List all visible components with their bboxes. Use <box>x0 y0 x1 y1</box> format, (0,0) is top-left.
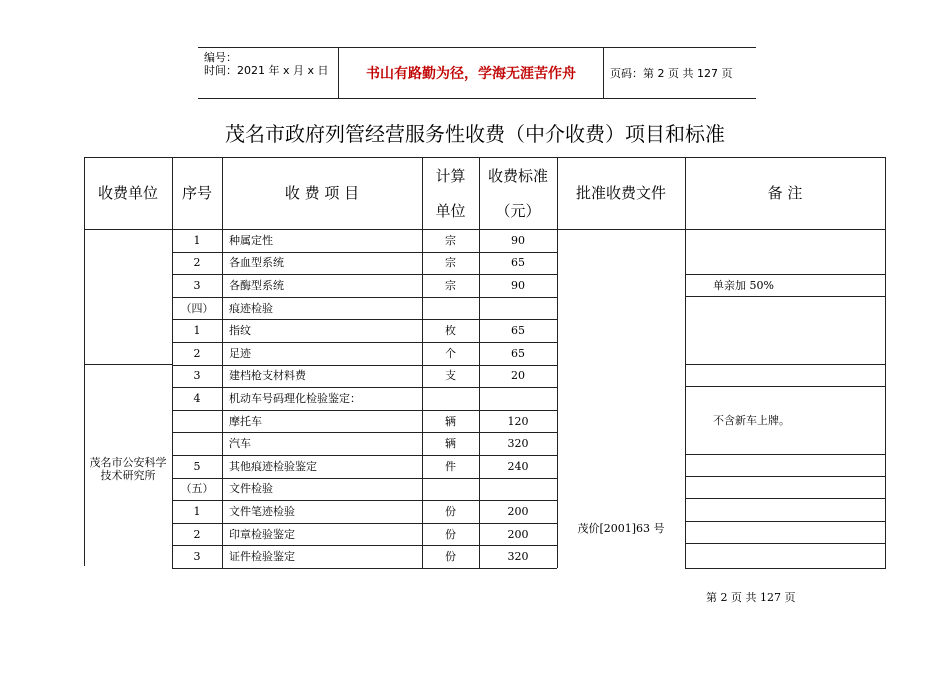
cell-seq <box>172 432 222 455</box>
page-header <box>198 47 756 99</box>
cell-item: 指纹 <box>229 324 251 338</box>
grid-line <box>422 157 423 568</box>
cell-item: 摩托车 <box>229 414 262 428</box>
approval-document-text: 茂价[2001]63 号 <box>577 522 665 535</box>
fee-unit-name <box>84 364 172 570</box>
cell-seq: 4 <box>193 391 201 405</box>
cell-measure: 宗 <box>445 256 456 270</box>
cell-standard: 65 <box>511 346 525 360</box>
cell-standard: 120 <box>507 414 529 428</box>
cell-seq: 3 <box>193 369 201 383</box>
header-page-label: 页码：第 2 页 共 127 页 <box>610 67 733 80</box>
header-motto: 书山有路勤为径，学海无涯苦作舟 <box>338 48 604 98</box>
page-footer: 第 2 页 共 127 页 <box>706 591 796 604</box>
cell-measure <box>422 387 479 410</box>
grid-line <box>685 521 886 522</box>
grid-line <box>685 476 886 477</box>
header-meta <box>198 48 338 98</box>
remark-new-car: 不含新车上牌。 <box>713 413 790 427</box>
grid-line <box>172 387 557 388</box>
cell-item: 印章检验鉴定 <box>229 527 295 541</box>
cell-standard: 200 <box>507 504 529 518</box>
cell-measure: 件 <box>445 459 456 473</box>
grid-line <box>84 229 886 230</box>
grid-line <box>172 455 557 456</box>
grid-line <box>172 545 557 546</box>
cell-seq: （四） <box>180 301 214 315</box>
cell-seq: 2 <box>193 256 201 270</box>
cell-seq: 3 <box>193 278 201 292</box>
cell-standard: 90 <box>511 233 525 247</box>
cell-item: 文件检验 <box>229 482 273 496</box>
document-time-label: 时间：2021 年 x 月 x 日 <box>204 64 329 77</box>
cell-item: 汽车 <box>229 437 251 451</box>
grid-line <box>479 157 480 568</box>
grid-line <box>685 157 686 568</box>
cell-measure: 辆 <box>445 437 456 451</box>
cell-measure: 宗 <box>445 233 456 247</box>
document-title: 茂名市政府列管经营服务性收费（中介收费）项目和标准 <box>225 122 725 146</box>
cell-item: 痕迹检验 <box>229 301 273 315</box>
grid-line <box>557 157 558 568</box>
grid-line <box>172 410 557 411</box>
header-standard-line1: 收费标准 <box>487 166 548 185</box>
grid-line <box>172 432 557 433</box>
cell-standard: 320 <box>507 550 529 564</box>
cell-item: 其他痕迹检验鉴定 <box>229 459 317 473</box>
cell-seq: 1 <box>193 324 201 338</box>
header-unit: 收费单位 <box>97 183 158 202</box>
grid-line <box>172 252 557 253</box>
cell-measure: 支 <box>445 369 456 383</box>
cell-standard: 65 <box>511 256 525 270</box>
header-item: 收 费 项 目 <box>284 183 360 202</box>
cell-standard: 90 <box>511 278 525 292</box>
grid-line <box>222 157 223 568</box>
cell-measure: 辆 <box>445 414 456 428</box>
header-seq: 序号 <box>181 183 212 202</box>
cell-standard <box>479 387 557 410</box>
cell-measure: 个 <box>445 346 456 360</box>
grid-line <box>172 342 557 343</box>
cell-measure: 份 <box>445 550 456 564</box>
cell-standard: 20 <box>511 369 525 383</box>
cell-standard: 240 <box>507 459 529 473</box>
header-measure-line2: 单位 <box>435 201 466 220</box>
grid-line <box>685 498 886 499</box>
cell-measure: 份 <box>445 527 456 541</box>
cell-seq: 2 <box>193 346 201 360</box>
grid-line <box>685 543 886 544</box>
grid-line <box>84 157 886 158</box>
grid-line <box>172 157 173 568</box>
grid-line <box>172 365 557 366</box>
cell-item: 各酶型系统 <box>229 278 284 292</box>
cell-item: 文件笔迹检验 <box>229 504 295 518</box>
cell-standard <box>479 297 557 320</box>
cell-standard <box>479 478 557 501</box>
cell-measure: 份 <box>445 504 456 518</box>
fee-unit-name-text: 茂名市公安科学技术研究所 <box>89 456 167 482</box>
cell-measure: 枚 <box>445 324 456 338</box>
grid-line <box>172 523 557 524</box>
header-measure-line1: 计算 <box>435 166 466 185</box>
cell-seq: 1 <box>193 233 201 247</box>
remark-single-parent: 单亲加 50% <box>713 278 774 292</box>
cell-seq: （五） <box>180 482 214 496</box>
grid-line <box>172 319 557 320</box>
cell-seq: 2 <box>193 527 201 541</box>
cell-standard: 200 <box>507 527 529 541</box>
grid-line <box>84 157 85 566</box>
grid-line <box>84 364 172 365</box>
document-number-label: 编号： <box>204 51 237 64</box>
cell-measure <box>422 478 479 501</box>
cell-item: 证件检验鉴定 <box>229 550 295 564</box>
grid-line <box>172 568 557 569</box>
grid-line <box>685 568 886 569</box>
cell-item: 机动车号码理化检验鉴定： <box>229 391 361 405</box>
grid-line <box>172 297 557 298</box>
grid-line <box>685 274 886 275</box>
grid-line <box>685 364 886 365</box>
cell-seq: 5 <box>193 459 201 473</box>
cell-item: 种属定性 <box>229 233 273 247</box>
grid-line <box>685 386 886 387</box>
approval-document <box>557 229 685 698</box>
cell-measure: 宗 <box>445 278 456 292</box>
cell-item: 各血型系统 <box>229 256 284 270</box>
cell-item: 建档枪支材料费 <box>229 369 306 383</box>
cell-item: 足迹 <box>229 346 251 360</box>
grid-line <box>172 274 557 275</box>
cell-standard: 320 <box>507 437 529 451</box>
cell-seq: 1 <box>193 504 201 518</box>
grid-line <box>685 454 886 455</box>
header-doc: 批准收费文件 <box>575 183 666 202</box>
grid-line <box>885 157 886 568</box>
header-standard-line2: （元） <box>495 201 541 220</box>
grid-line <box>172 478 557 479</box>
cell-standard: 65 <box>511 324 525 338</box>
header-remark: 备 注 <box>767 183 803 202</box>
cell-measure <box>422 297 479 320</box>
grid-line <box>685 296 886 297</box>
grid-line <box>172 500 557 501</box>
cell-seq <box>172 410 222 433</box>
cell-seq: 3 <box>193 550 201 564</box>
